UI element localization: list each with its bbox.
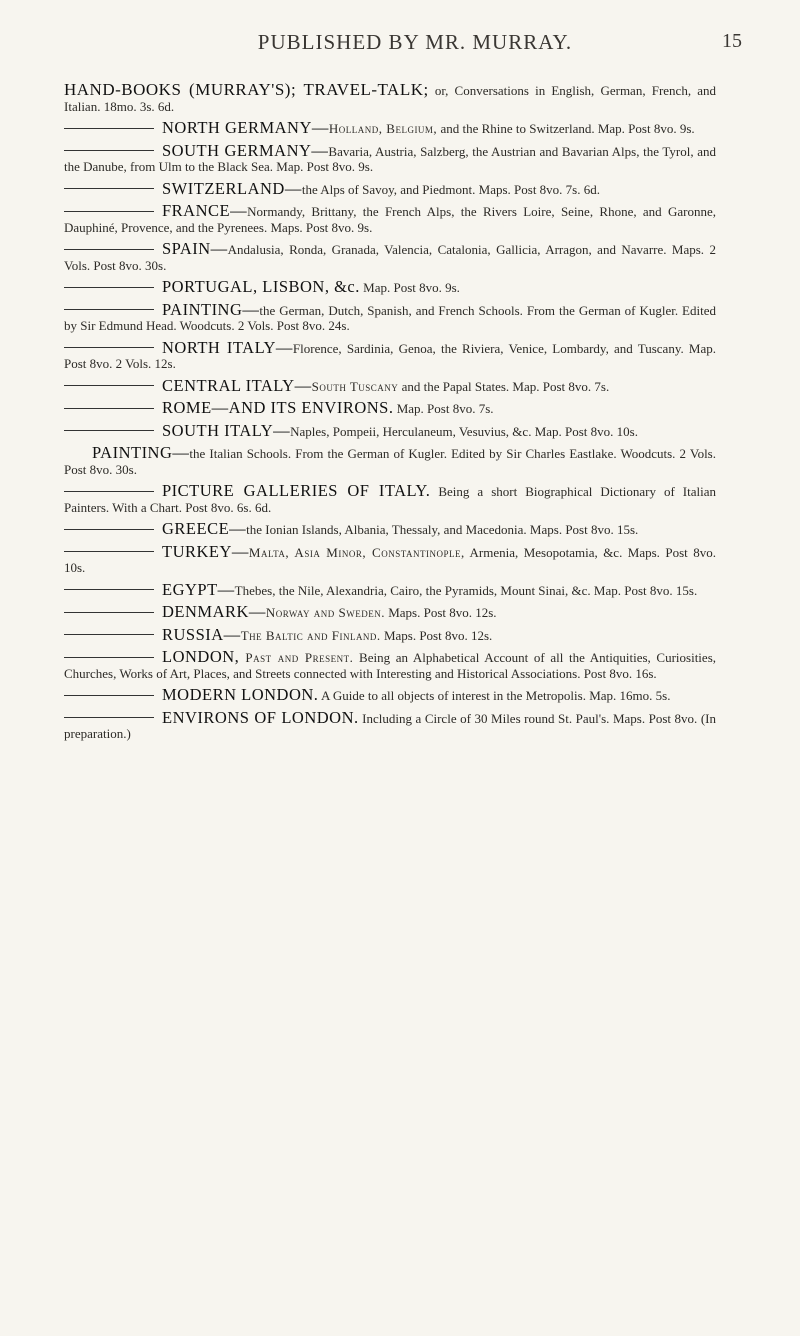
- catalogue-entry: [64, 420, 716, 440]
- catalogue-entry: [64, 521, 716, 538]
- catalogue-entry: [64, 604, 716, 621]
- entry-heading: SOUTH ITALY—: [162, 420, 291, 440]
- catalogue-entry: [64, 624, 716, 644]
- ditto-rule: [64, 408, 154, 409]
- entry-heading: SWITZERLAND—: [162, 178, 302, 198]
- entry-description: Naples, Pompeii, Herculaneum, Vesuvius, &c. Map. Post 8vo. 10s.: [290, 423, 638, 439]
- entry-heading: NORTH GERMANY—: [162, 118, 329, 137]
- entry-heading: HAND-BOOKS (MURRAY'S); TRAVEL-TALK;: [64, 80, 429, 99]
- entry-heading: PICTURE GALLERIES OF ITALY.: [162, 481, 431, 500]
- entry-heading: GREECE—: [162, 519, 247, 538]
- entry-heading: NORTH ITALY—: [162, 337, 293, 357]
- ditto-rule: [64, 717, 154, 718]
- ditto-rule: [64, 529, 154, 530]
- catalogue-entry: [64, 120, 716, 137]
- catalogue-entry: [64, 279, 716, 296]
- entry-description: and the Rhine to Switzerland. Map. Post 8vo. 9s.: [437, 121, 695, 136]
- ditto-rule: [64, 695, 154, 696]
- entry-subheading: Holland, Belgium,: [328, 121, 438, 136]
- entry-subheading: South Tuscany: [311, 378, 399, 394]
- ditto-rule: [64, 347, 154, 348]
- entry-subheading: Malta, Asia Minor, Constantinople,: [248, 544, 465, 560]
- catalogue-entry: [64, 649, 716, 681]
- ditto-rule: [64, 385, 154, 386]
- entry-heading: LONDON,: [162, 647, 240, 666]
- ditto-rule: [64, 551, 154, 552]
- catalogue-entry: [64, 178, 716, 198]
- catalogue-entry: [64, 541, 717, 576]
- entry-description: Andalusia, Ronda, Granada, Valencia, Catalonia, Gallicia, Arragon, and Navarre. Maps. 2 Vols. Post 8vo. 30s.: [64, 242, 716, 273]
- catalogue-entry: [64, 483, 716, 515]
- ditto-rule: [64, 287, 154, 288]
- running-title: PUBLISHED BY MR. MURRAY.: [257, 30, 573, 54]
- entry-description: Including a Circle of 30 Miles round St. Paul's. Maps. Post 8vo. (In preparation.): [64, 710, 717, 741]
- entry-heading: SOUTH GERMANY—: [162, 140, 329, 160]
- catalogue-entry: [64, 82, 716, 114]
- ditto-rule: [64, 430, 154, 431]
- entry-description: Being an Alphabetical Account of all the Antiquities, Curiosities, Churches, Works of Art, Places, and Streets connected with Interesting and Historical Associations. Post 8vo. 16s.: [64, 650, 716, 681]
- entry-heading: ROME—AND ITS ENVIRONS.: [162, 398, 394, 417]
- catalogue-entry: [64, 140, 716, 175]
- entry-description: Map. Post 8vo. 9s.: [359, 280, 460, 295]
- entry-subheading: Norway and Sweden.: [265, 605, 385, 620]
- entry-heading: TURKEY—: [162, 541, 249, 561]
- page-number: 15: [722, 30, 742, 52]
- entry-subheading: Past and Present.: [239, 650, 354, 665]
- catalogue-entry: [64, 400, 716, 417]
- entry-description: the Ionian Islands, Albania, Thessaly, and Macedonia. Maps. Post 8vo. 15s.: [246, 522, 639, 537]
- entry-description: Thebes, the Nile, Alexandria, Cairo, the Pyramids, Mount Sinai, &c. Map. Post 8vo. 15s.: [234, 582, 698, 598]
- entry-heading: PAINTING—: [92, 443, 190, 462]
- entry-heading: PORTUGAL, LISBON, &c.: [162, 277, 360, 296]
- ditto-rule: [64, 249, 154, 250]
- catalogue-entry: [64, 299, 716, 334]
- ditto-rule: [64, 612, 154, 613]
- ditto-rule: [64, 491, 154, 492]
- entry-heading: FRANCE—: [162, 201, 248, 220]
- entry-heading: RUSSIA—: [162, 624, 241, 644]
- ditto-rule: [64, 309, 154, 310]
- entry-description: the German, Dutch, Spanish, and French Schools. From the German of Kugler. Edited by Sir Edmund Head. Woodcuts. 2 Vols. Post 8vo. 24s.: [64, 302, 716, 333]
- entry-description: or, Conversations in English, German, French, and Italian. 18mo. 3s. 6d.: [64, 83, 716, 114]
- entry-heading: DENMARK—: [162, 602, 266, 621]
- entry-description: A Guide to all objects of interest in the Metropolis. Map. 16mo. 5s.: [318, 688, 671, 703]
- catalogue-entry: [64, 375, 716, 395]
- ditto-rule: [64, 634, 154, 635]
- entry-description: and the Papal States. Map. Post 8vo. 7s.: [398, 378, 610, 394]
- catalogue-entries: [64, 82, 716, 748]
- entry-description: Armenia, Mesopotamia, &c. Maps. Post 8vo. 10s.: [64, 544, 717, 575]
- entry-description: Florence, Sardinia, Genoa, the Riviera, Venice, Lombardy, and Tuscany. Map. Post 8vo. 2 Vols. 12s.: [64, 340, 716, 371]
- entry-description: the Alps of Savoy, and Piedmont. Maps. Post 8vo. 7s. 6d.: [301, 181, 600, 197]
- entry-description: Normandy, Brittany, the French Alps, the Rivers Loire, Seine, Rhone, and Garonne, Dauphiné, Provence, and the Pyrenees. Maps. Post 8vo. 9s.: [64, 204, 716, 235]
- entry-heading: CENTRAL ITALY—: [162, 375, 312, 395]
- ditto-rule: [64, 211, 154, 212]
- entry-heading: EGYPT—: [162, 579, 235, 599]
- running-head: [70, 24, 760, 64]
- catalogue-entry: [64, 445, 716, 477]
- ditto-rule: [64, 657, 154, 658]
- catalogue-entry: [64, 707, 717, 742]
- catalogue-entry: [64, 203, 716, 235]
- entry-description: Map. Post 8vo. 7s.: [393, 401, 494, 416]
- entry-heading: PAINTING—: [162, 299, 260, 319]
- ditto-rule: [64, 589, 154, 590]
- ditto-rule: [64, 188, 154, 189]
- entry-heading: SPAIN—: [162, 239, 228, 258]
- catalogue-entry: [64, 241, 716, 273]
- entry-description: Maps. Post 8vo. 12s.: [380, 627, 493, 643]
- catalogue-entry: [64, 579, 716, 599]
- entry-heading: ENVIRONS OF LONDON.: [162, 707, 359, 727]
- entry-description: Maps. Post 8vo. 12s.: [384, 605, 497, 620]
- entry-description: Being a short Biographical Dictionary of Italian Painters. With a Chart. Post 8vo. 6s. 6d.: [64, 484, 716, 515]
- entry-description: Bavaria, Austria, Salzberg, the Austrian and Bavarian Alps, the Tyrol, and the Danube, from Ulm to the Black Sea. Map. Post 8vo. 9s.: [64, 143, 716, 174]
- entry-description: the Italian Schools. From the German of Kugler. Edited by Sir Charles Eastlake. Woodcuts. 2 Vols. Post 8vo. 30s.: [64, 446, 716, 477]
- catalogue-entry: [64, 687, 716, 704]
- ditto-rule: [64, 128, 154, 129]
- entry-subheading: The Baltic and Finland.: [240, 627, 381, 643]
- entry-heading: MODERN LONDON.: [162, 685, 319, 704]
- catalogue-entry: [64, 337, 716, 372]
- ditto-rule: [64, 150, 154, 151]
